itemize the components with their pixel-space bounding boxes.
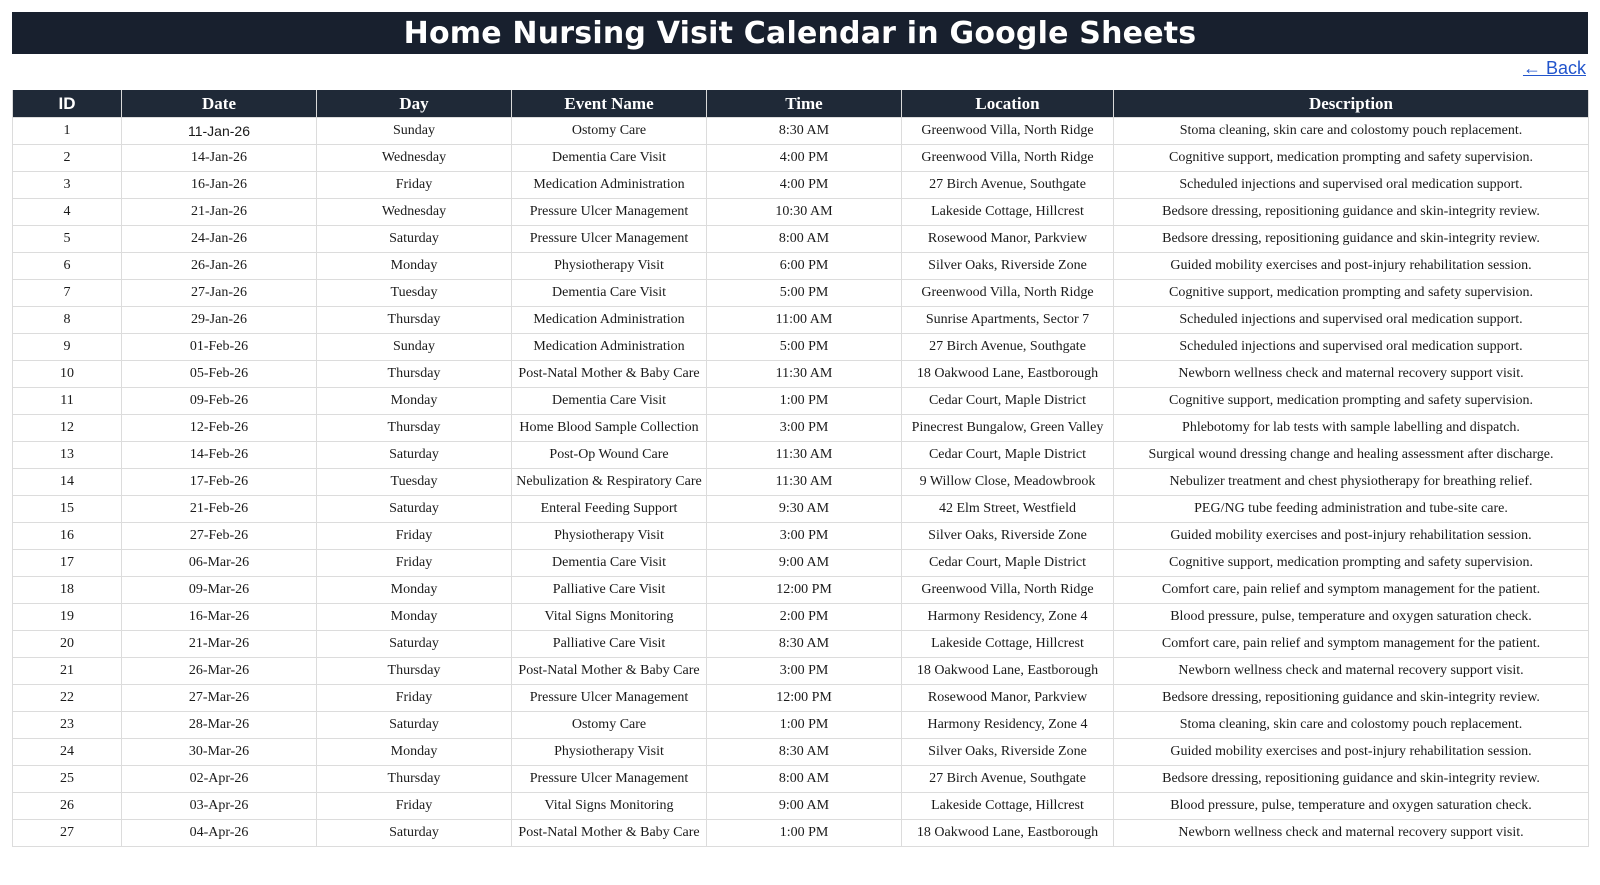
cell-day[interactable]: Monday [317,739,512,766]
cell-description[interactable]: Blood pressure, pulse, temperature and oxygen saturation check. [1114,793,1589,820]
page-title: Home Nursing Visit Calendar in Google Sheets [403,15,1197,51]
cell-event-name[interactable]: Dementia Care Visit [512,280,707,307]
cell-date[interactable]: 16-Jan-26 [122,172,317,199]
cell-event-name[interactable]: Dementia Care Visit [512,388,707,415]
cell-day[interactable]: Tuesday [317,469,512,496]
cell-time[interactable]: 1:00 PM [707,388,902,415]
table-row [13,685,1589,712]
table-row [13,496,1589,523]
column-header-day[interactable]: Day [317,90,512,118]
cell-description[interactable]: Bedsore dressing, repositioning guidance and skin-integrity review. [1114,685,1589,712]
cell-id[interactable]: 23 [13,712,122,739]
cell-event-name[interactable]: Medication Administration [512,334,707,361]
cell-date[interactable]: 14-Jan-26 [122,145,317,172]
cell-event-name[interactable]: Palliative Care Visit [512,577,707,604]
cell-time[interactable]: 11:30 AM [707,469,902,496]
table-row [13,550,1589,577]
cell-day[interactable]: Monday [317,577,512,604]
cell-time[interactable]: 3:00 PM [707,523,902,550]
cell-id[interactable]: 25 [13,766,122,793]
cell-day[interactable]: Friday [317,685,512,712]
table-container [12,90,1588,847]
cell-day[interactable]: Tuesday [317,280,512,307]
cell-date[interactable]: 27-Mar-26 [122,685,317,712]
cell-date[interactable]: 24-Jan-26 [122,226,317,253]
table-row [13,172,1589,199]
cell-day[interactable]: Saturday [317,496,512,523]
cell-event-name[interactable]: Post-Natal Mother & Baby Care [512,658,707,685]
cell-location[interactable]: Lakeside Cottage, Hillcrest [902,793,1114,820]
cell-event-name[interactable]: Physiotherapy Visit [512,253,707,280]
cell-event-name[interactable]: Pressure Ulcer Management [512,199,707,226]
cell-day[interactable]: Sunday [317,118,512,145]
cell-id[interactable]: 1 [13,118,122,145]
cell-day[interactable]: Monday [317,388,512,415]
cell-description[interactable]: Stoma cleaning, skin care and colostomy pouch replacement. [1114,118,1589,145]
cell-event-name[interactable]: Pressure Ulcer Management [512,766,707,793]
cell-time[interactable]: 11:30 AM [707,442,902,469]
cell-date[interactable]: 05-Feb-26 [122,361,317,388]
table-row [13,253,1589,280]
cell-location[interactable]: 18 Oakwood Lane, Eastborough [902,361,1114,388]
cell-event-name[interactable]: Enteral Feeding Support [512,496,707,523]
cell-date[interactable]: 12-Feb-26 [122,415,317,442]
cell-time[interactable]: 9:00 AM [707,793,902,820]
cell-date[interactable]: 28-Mar-26 [122,712,317,739]
cell-id[interactable]: 22 [13,685,122,712]
cell-date[interactable]: 29-Jan-26 [122,307,317,334]
cell-event-name[interactable]: Post-Op Wound Care [512,442,707,469]
table-row [13,199,1589,226]
cell-id[interactable]: 27 [13,820,122,847]
cell-event-name[interactable]: Home Blood Sample Collection [512,415,707,442]
cell-date[interactable]: 01-Feb-26 [122,334,317,361]
cell-event-name[interactable]: Dementia Care Visit [512,145,707,172]
cell-event-name[interactable]: Post-Natal Mother & Baby Care [512,820,707,847]
table-row [13,712,1589,739]
column-header-description[interactable]: Description [1114,90,1589,118]
cell-description[interactable]: Guided mobility exercises and post-injury rehabilitation session. [1114,523,1589,550]
cell-date[interactable]: 27-Feb-26 [122,523,317,550]
cell-location[interactable]: Lakeside Cottage, Hillcrest [902,631,1114,658]
cell-location[interactable]: 27 Birch Avenue, Southgate [902,334,1114,361]
cell-time[interactable]: 9:00 AM [707,550,902,577]
table-row [13,334,1589,361]
cell-location[interactable]: Sunrise Apartments, Sector 7 [902,307,1114,334]
cell-date[interactable]: 02-Apr-26 [122,766,317,793]
cell-date[interactable]: 09-Mar-26 [122,577,317,604]
header-row [13,90,1589,118]
cell-location[interactable]: Silver Oaks, Riverside Zone [902,523,1114,550]
cell-day[interactable]: Saturday [317,712,512,739]
table-row [13,658,1589,685]
cell-id[interactable]: 7 [13,280,122,307]
cell-day[interactable]: Friday [317,793,512,820]
cell-time[interactable]: 5:00 PM [707,280,902,307]
cell-id[interactable]: 24 [13,739,122,766]
table-row [13,307,1589,334]
cell-date[interactable]: 26-Jan-26 [122,253,317,280]
cell-date[interactable]: 04-Apr-26 [122,820,317,847]
cell-time[interactable]: 8:00 AM [707,226,902,253]
table-row [13,766,1589,793]
cell-id[interactable]: 15 [13,496,122,523]
cell-description[interactable]: Guided mobility exercises and post-injury rehabilitation session. [1114,739,1589,766]
cell-day[interactable]: Friday [317,523,512,550]
cell-location[interactable]: 42 Elm Street, Westfield [902,496,1114,523]
cell-description[interactable]: Bedsore dressing, repositioning guidance and skin-integrity review. [1114,199,1589,226]
cell-description[interactable]: Comfort care, pain relief and symptom management for the patient. [1114,577,1589,604]
cell-time[interactable]: 3:00 PM [707,415,902,442]
table-row [13,442,1589,469]
cell-description[interactable]: Bedsore dressing, repositioning guidance and skin-integrity review. [1114,226,1589,253]
cell-event-name[interactable]: Medication Administration [512,307,707,334]
cell-id[interactable]: 5 [13,226,122,253]
cell-time[interactable]: 10:30 AM [707,199,902,226]
cell-description[interactable]: Newborn wellness check and maternal recovery support visit. [1114,658,1589,685]
cell-date[interactable]: 09-Feb-26 [122,388,317,415]
cell-location[interactable]: 27 Birch Avenue, Southgate [902,766,1114,793]
table-row [13,415,1589,442]
cell-description[interactable]: Bedsore dressing, repositioning guidance and skin-integrity review. [1114,766,1589,793]
cell-day[interactable]: Wednesday [317,199,512,226]
table-row [13,631,1589,658]
cell-location[interactable]: Pinecrest Bungalow, Green Valley [902,415,1114,442]
cell-location[interactable]: Greenwood Villa, North Ridge [902,280,1114,307]
column-header-id[interactable]: ID [13,90,122,118]
cell-id[interactable]: 12 [13,415,122,442]
cell-date[interactable]: 17-Feb-26 [122,469,317,496]
cell-id[interactable]: 18 [13,577,122,604]
cell-date[interactable]: 14-Feb-26 [122,442,317,469]
cell-description[interactable]: Phlebotomy for lab tests with sample labelling and dispatch. [1114,415,1589,442]
cell-description[interactable]: Cognitive support, medication prompting and safety supervision. [1114,145,1589,172]
cell-time[interactable]: 9:30 AM [707,496,902,523]
cell-location[interactable]: Lakeside Cottage, Hillcrest [902,199,1114,226]
cell-day[interactable]: Thursday [317,307,512,334]
cell-location[interactable]: Greenwood Villa, North Ridge [902,577,1114,604]
cell-location[interactable]: Silver Oaks, Riverside Zone [902,253,1114,280]
cell-description[interactable]: Blood pressure, pulse, temperature and oxygen saturation check. [1114,604,1589,631]
cell-date[interactable]: 03-Apr-26 [122,793,317,820]
column-header-event-name[interactable]: Event Name [512,90,707,118]
table-row [13,820,1589,847]
cell-day[interactable]: Monday [317,604,512,631]
cell-day[interactable]: Friday [317,172,512,199]
cell-description[interactable]: Scheduled injections and supervised oral medication support. [1114,307,1589,334]
table-row [13,388,1589,415]
cell-event-name[interactable]: Post-Natal Mother & Baby Care [512,361,707,388]
cell-description[interactable]: Guided mobility exercises and post-injury rehabilitation session. [1114,253,1589,280]
cell-location[interactable]: Greenwood Villa, North Ridge [902,145,1114,172]
cell-location[interactable]: 18 Oakwood Lane, Eastborough [902,820,1114,847]
cell-time[interactable]: 8:30 AM [707,118,902,145]
cell-description[interactable]: Newborn wellness check and maternal recovery support visit. [1114,361,1589,388]
cell-day[interactable]: Saturday [317,820,512,847]
cell-id[interactable]: 11 [13,388,122,415]
cell-event-name[interactable]: Pressure Ulcer Management [512,226,707,253]
cell-time[interactable]: 4:00 PM [707,172,902,199]
cell-id[interactable]: 20 [13,631,122,658]
cell-time[interactable]: 5:00 PM [707,334,902,361]
cell-date[interactable]: 06-Mar-26 [122,550,317,577]
cell-day[interactable]: Saturday [317,631,512,658]
cell-event-name[interactable]: Pressure Ulcer Management [512,685,707,712]
title-bar [12,12,1588,54]
cell-date[interactable]: 11-Jan-26 [122,118,317,145]
cell-time[interactable]: 6:00 PM [707,253,902,280]
cell-event-name[interactable]: Physiotherapy Visit [512,523,707,550]
cell-id[interactable]: 3 [13,172,122,199]
table-row [13,280,1589,307]
table-row [13,739,1589,766]
cell-time[interactable]: 8:30 AM [707,739,902,766]
cell-day[interactable]: Thursday [317,361,512,388]
cell-location[interactable]: Cedar Court, Maple District [902,442,1114,469]
cell-location[interactable]: Harmony Residency, Zone 4 [902,604,1114,631]
column-header-date[interactable]: Date [122,90,317,118]
cell-description[interactable]: Scheduled injections and supervised oral medication support. [1114,334,1589,361]
cell-location[interactable]: Greenwood Villa, North Ridge [902,118,1114,145]
table-body [13,118,1589,847]
cell-description[interactable]: Scheduled injections and supervised oral medication support. [1114,172,1589,199]
table-row [13,118,1589,145]
cell-event-name[interactable]: Nebulization & Respiratory Care [512,469,707,496]
cell-event-name[interactable]: Vital Signs Monitoring [512,793,707,820]
cell-event-name[interactable]: Medication Administration [512,172,707,199]
cell-id[interactable]: 14 [13,469,122,496]
cell-date[interactable]: 30-Mar-26 [122,739,317,766]
cell-id[interactable]: 9 [13,334,122,361]
cell-day[interactable]: Thursday [317,415,512,442]
cell-location[interactable]: 27 Birch Avenue, Southgate [902,172,1114,199]
cell-location[interactable]: Cedar Court, Maple District [902,550,1114,577]
cell-time[interactable]: 4:00 PM [707,145,902,172]
cell-time[interactable]: 11:00 AM [707,307,902,334]
cell-day[interactable]: Monday [317,253,512,280]
table-row [13,145,1589,172]
cell-description[interactable]: Newborn wellness check and maternal recovery support visit. [1114,820,1589,847]
cell-time[interactable]: 11:30 AM [707,361,902,388]
cell-id[interactable]: 4 [13,199,122,226]
cell-time[interactable]: 12:00 PM [707,685,902,712]
cell-date[interactable]: 21-Feb-26 [122,496,317,523]
cell-time[interactable]: 12:00 PM [707,577,902,604]
cell-day[interactable]: Friday [317,550,512,577]
cell-time[interactable]: 8:30 AM [707,631,902,658]
cell-location[interactable]: Silver Oaks, Riverside Zone [902,739,1114,766]
cell-description[interactable]: Nebulizer treatment and chest physiotherapy for breathing relief. [1114,469,1589,496]
table-row [13,469,1589,496]
cell-id[interactable]: 13 [13,442,122,469]
cell-event-name[interactable]: Ostomy Care [512,118,707,145]
cell-time[interactable]: 1:00 PM [707,820,902,847]
cell-id[interactable]: 16 [13,523,122,550]
cell-description[interactable]: Comfort care, pain relief and symptom management for the patient. [1114,631,1589,658]
cell-day[interactable]: Wednesday [317,145,512,172]
cell-time[interactable]: 8:00 AM [707,766,902,793]
cell-time[interactable]: 2:00 PM [707,604,902,631]
table-row [13,577,1589,604]
cell-id[interactable]: 8 [13,307,122,334]
cell-id[interactable]: 6 [13,253,122,280]
cell-time[interactable]: 3:00 PM [707,658,902,685]
cell-event-name[interactable]: Ostomy Care [512,712,707,739]
cell-day[interactable]: Saturday [317,442,512,469]
cell-description[interactable]: Cognitive support, medication prompting and safety supervision. [1114,388,1589,415]
column-header-location[interactable]: Location [902,90,1114,118]
table-row [13,793,1589,820]
cell-day[interactable]: Sunday [317,334,512,361]
table-row [13,523,1589,550]
cell-id[interactable]: 2 [13,145,122,172]
cell-id[interactable]: 26 [13,793,122,820]
cell-location[interactable]: Cedar Court, Maple District [902,388,1114,415]
cell-location[interactable]: 9 Willow Close, Meadowbrook [902,469,1114,496]
cell-event-name[interactable]: Physiotherapy Visit [512,739,707,766]
cell-date[interactable]: 21-Jan-26 [122,199,317,226]
column-header-time[interactable]: Time [707,90,902,118]
table-header [13,90,1589,118]
cell-description[interactable]: Surgical wound dressing change and healing assessment after discharge. [1114,442,1589,469]
cell-day[interactable]: Thursday [317,766,512,793]
cell-location[interactable]: Harmony Residency, Zone 4 [902,712,1114,739]
cell-event-name[interactable]: Dementia Care Visit [512,550,707,577]
cell-description[interactable]: Cognitive support, medication prompting and safety supervision. [1114,550,1589,577]
cell-date[interactable]: 16-Mar-26 [122,604,317,631]
table-row [13,604,1589,631]
cell-event-name[interactable]: Palliative Care Visit [512,631,707,658]
cell-date[interactable]: 21-Mar-26 [122,631,317,658]
cell-description[interactable]: PEG/NG tube feeding administration and tube-site care. [1114,496,1589,523]
cell-day[interactable]: Thursday [317,658,512,685]
cell-time[interactable]: 1:00 PM [707,712,902,739]
visit-calendar-table [12,90,1589,847]
table-row [13,226,1589,253]
cell-date[interactable]: 26-Mar-26 [122,658,317,685]
cell-location[interactable]: Rosewood Manor, Parkview [902,226,1114,253]
cell-id[interactable]: 21 [13,658,122,685]
cell-date[interactable]: 27-Jan-26 [122,280,317,307]
cell-location[interactable]: Rosewood Manor, Parkview [902,685,1114,712]
cell-event-name[interactable]: Vital Signs Monitoring [512,604,707,631]
cell-id[interactable]: 10 [13,361,122,388]
back-link[interactable]: ← Back [1522,58,1586,78]
cell-location[interactable]: 18 Oakwood Lane, Eastborough [902,658,1114,685]
cell-day[interactable]: Saturday [317,226,512,253]
cell-id[interactable]: 19 [13,604,122,631]
cell-description[interactable]: Cognitive support, medication prompting and safety supervision. [1114,280,1589,307]
cell-description[interactable]: Stoma cleaning, skin care and colostomy pouch replacement. [1114,712,1589,739]
cell-id[interactable]: 17 [13,550,122,577]
table-row [13,361,1589,388]
